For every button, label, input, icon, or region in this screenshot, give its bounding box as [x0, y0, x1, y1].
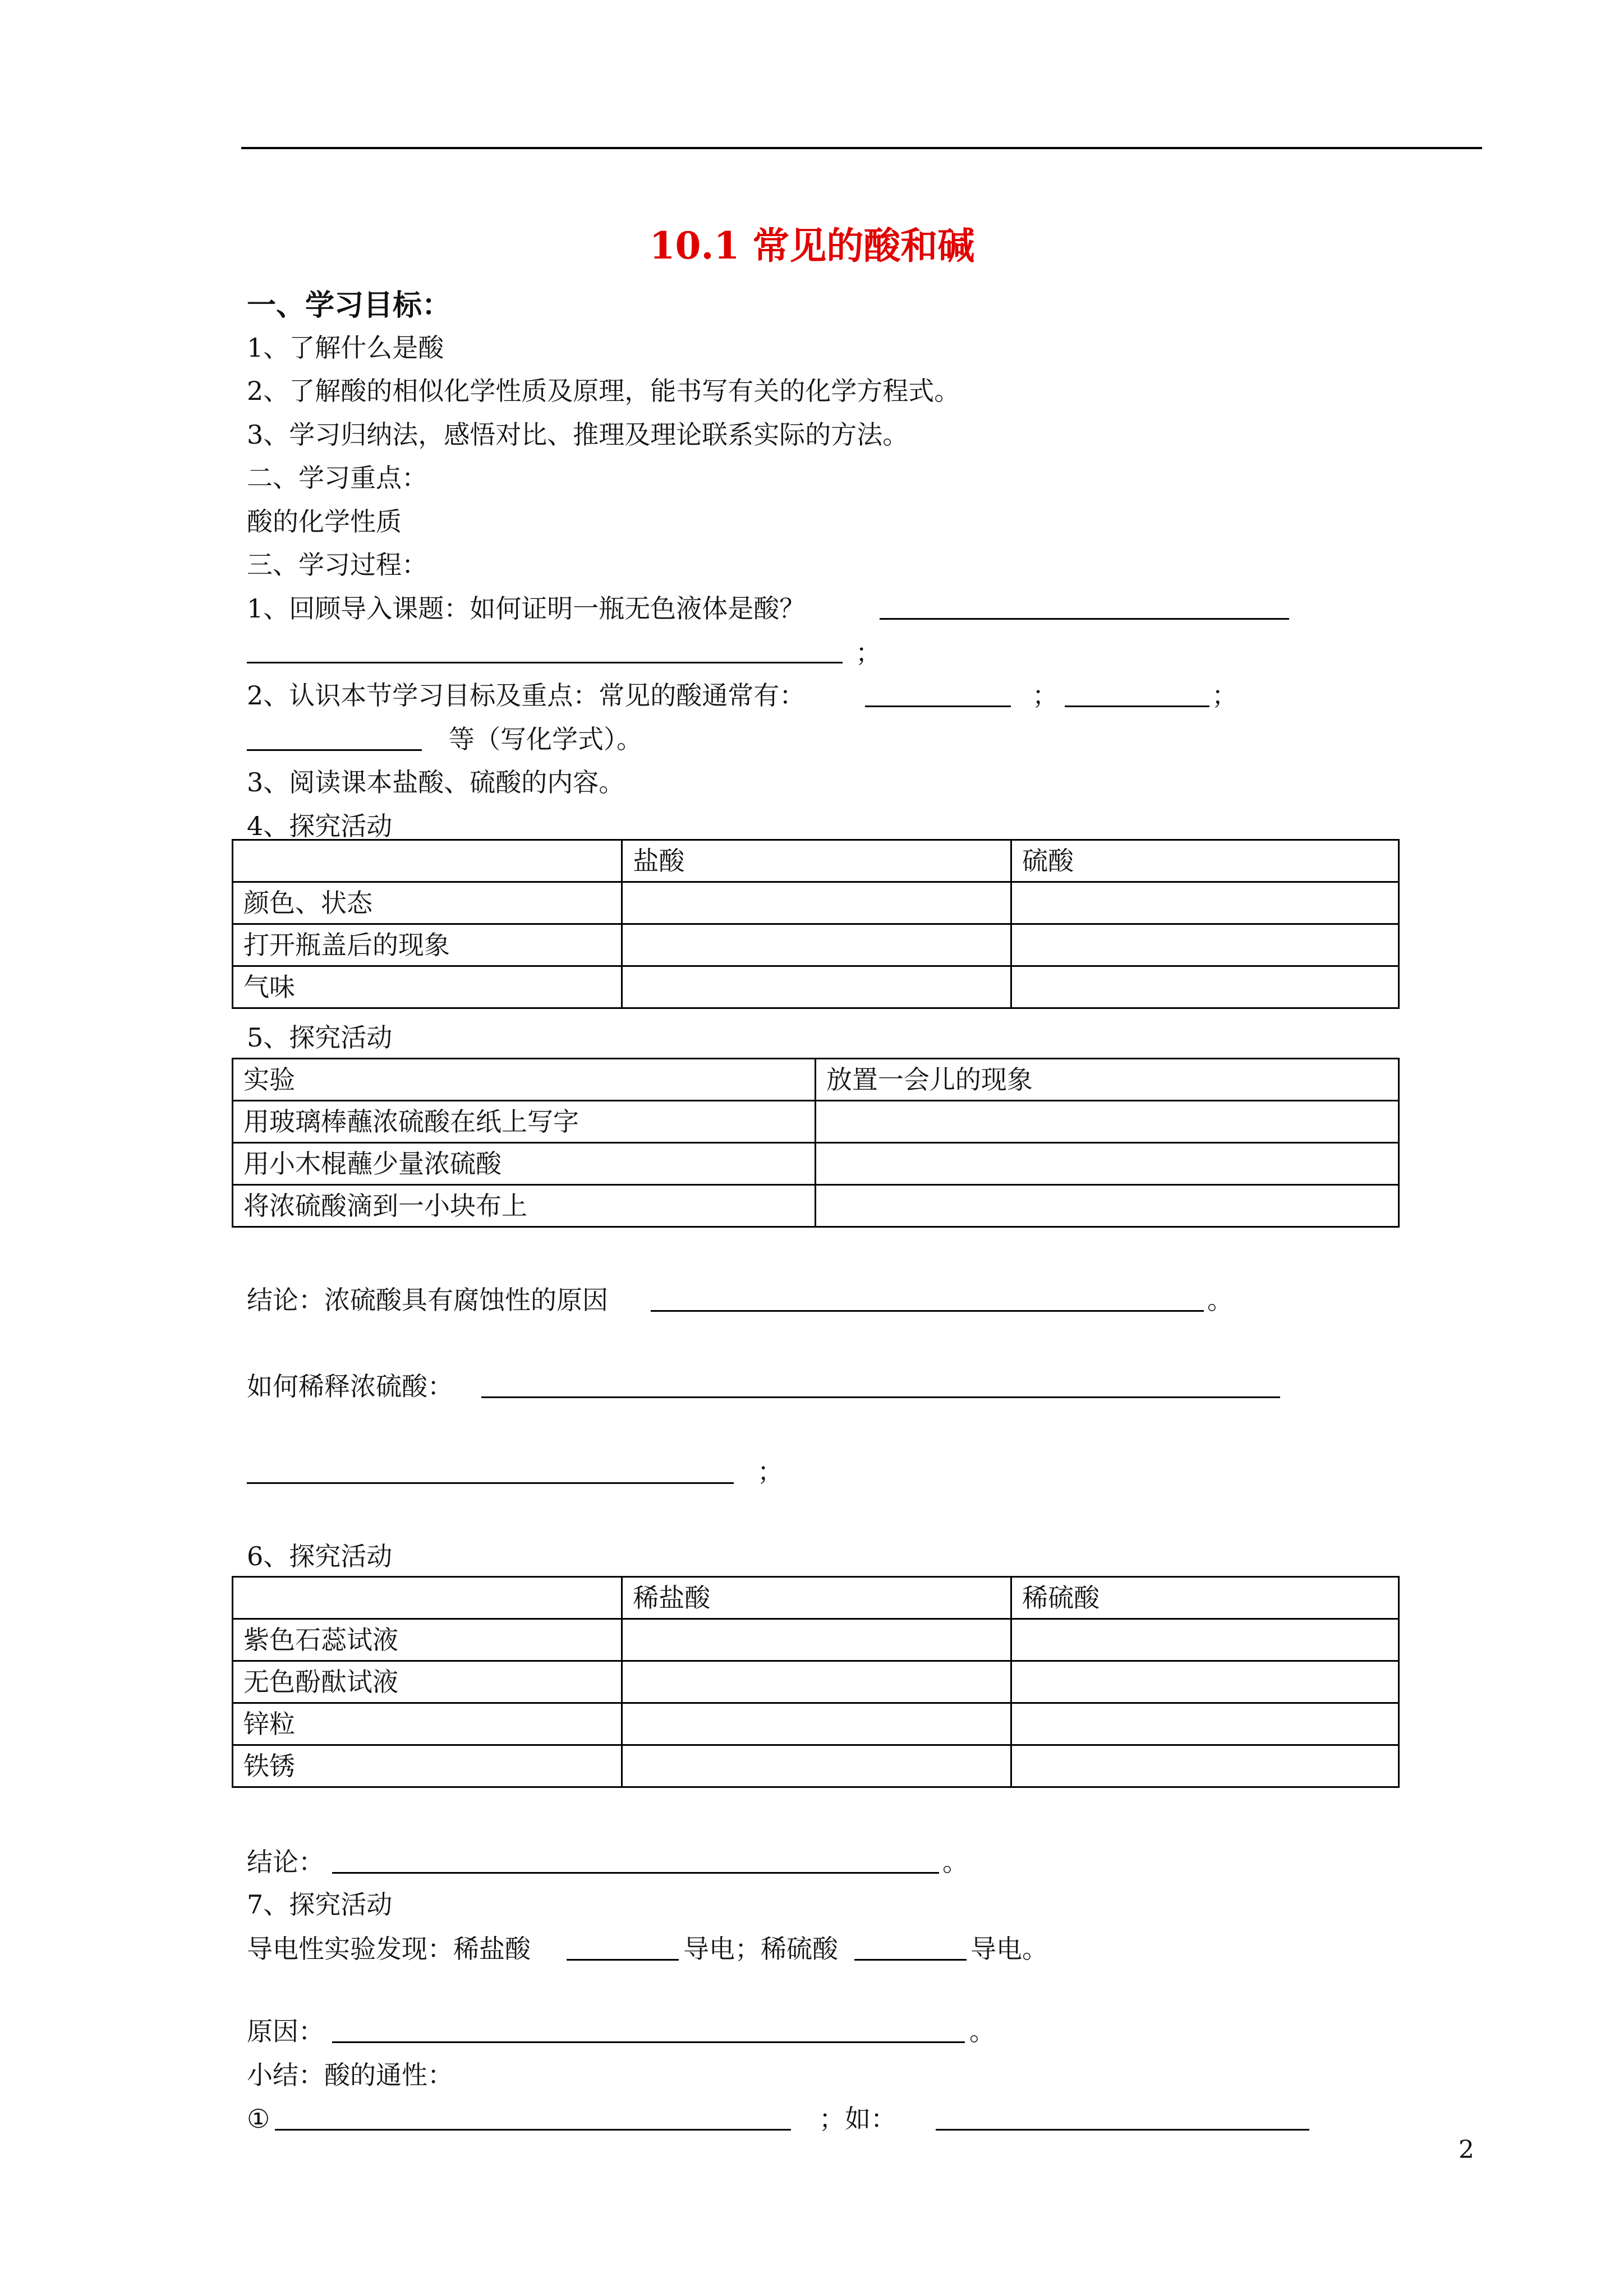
- page-title: 10.1 常见的酸和碱: [649, 224, 975, 268]
- answer-cell[interactable]: [622, 882, 1011, 924]
- table-row: [233, 1745, 1399, 1787]
- step-2-sep1: ；: [1032, 680, 1058, 711]
- header-rule: [241, 147, 1482, 149]
- answer-blank-dilute-b[interactable]: [247, 1482, 734, 1484]
- row-label: 打开瓶盖后的现象: [233, 924, 622, 966]
- answer-cell[interactable]: [622, 1619, 1011, 1661]
- conclusion-2-tail: 。: [942, 1847, 968, 1877]
- table-row: [233, 1143, 1399, 1185]
- table-row: [233, 1101, 1399, 1143]
- acid-properties-table: [232, 839, 1400, 1009]
- step-3: 3、阅读课本盐酸、硫酸的内容。: [247, 767, 625, 797]
- answer-cell[interactable]: [1011, 1745, 1399, 1787]
- conductivity-text-c: 导电。: [970, 1934, 1048, 1964]
- table-header-row: [233, 840, 1399, 882]
- answer-cell[interactable]: [1011, 966, 1399, 1008]
- step-2-tail: 等（写化学式）。: [449, 724, 642, 754]
- table-header-row: [233, 1577, 1399, 1619]
- section-heading-goals: 一、学习目标：: [247, 288, 452, 322]
- answer-cell[interactable]: [1011, 1703, 1399, 1745]
- answer-blank-property-1[interactable]: [275, 2129, 791, 2131]
- answer-cell[interactable]: [815, 1143, 1398, 1185]
- row-label: 铁锈: [233, 1745, 622, 1787]
- answer-cell[interactable]: [622, 1745, 1011, 1787]
- row-label: 锌粒: [233, 1703, 622, 1745]
- key-point: 酸的化学性质: [247, 506, 402, 537]
- goal-1: 1、了解什么是酸: [247, 333, 444, 363]
- answer-blank-h2so4-conduct[interactable]: [854, 1959, 967, 1961]
- answer-cell[interactable]: [815, 1101, 1398, 1143]
- answer-blank-2a[interactable]: [865, 706, 1011, 707]
- table-row: [233, 1703, 1399, 1745]
- conclusion-1-tail: 。: [1207, 1285, 1233, 1315]
- step-1-tail: ；: [855, 638, 881, 668]
- step-1: 1、回顾导入课题：如何证明一瓶无色液体是酸？: [247, 593, 806, 624]
- answer-blank-1a[interactable]: [880, 618, 1289, 620]
- answer-blank-1b[interactable]: [247, 662, 843, 663]
- sulfuric-acid-experiment-table: [232, 1058, 1400, 1228]
- dilute-question: 如何稀释浓硫酸：: [247, 1371, 453, 1401]
- table-header-row: [233, 1059, 1399, 1101]
- table-row: [233, 966, 1399, 1008]
- answer-blank-reason[interactable]: [332, 2041, 965, 2043]
- answer-blank-conclusion-2[interactable]: [332, 1872, 939, 1874]
- answer-cell[interactable]: [815, 1185, 1398, 1227]
- row-label: 无色酚酞试液: [233, 1661, 622, 1703]
- answer-cell[interactable]: [622, 1703, 1011, 1745]
- answer-blank-2c[interactable]: [247, 749, 422, 751]
- answer-blank-hcl-conduct[interactable]: [567, 1959, 679, 1961]
- answer-blank-2b[interactable]: [1065, 706, 1209, 707]
- step-2-sep2: ；: [1212, 680, 1237, 711]
- table-header-cell: 稀盐酸: [622, 1577, 1011, 1619]
- answer-cell[interactable]: [622, 966, 1011, 1008]
- row-label: 气味: [233, 966, 622, 1008]
- section-heading-process: 三、学习过程：: [247, 550, 427, 580]
- row-label: 用小木棍蘸少量浓硫酸: [233, 1143, 816, 1185]
- answer-cell[interactable]: [622, 1661, 1011, 1703]
- answer-cell[interactable]: [622, 924, 1011, 966]
- row-label: 紫色石蕊试液: [233, 1619, 622, 1661]
- goal-3: 3、学习归纳法，感悟对比、推理及理论联系实际的方法。: [247, 419, 909, 450]
- table-row: [233, 1661, 1399, 1703]
- table-header-cell: [233, 840, 622, 882]
- reason-label: 原因：: [247, 2016, 324, 2046]
- step-4: 4、探究活动: [247, 811, 393, 841]
- table-row: [233, 1185, 1399, 1227]
- step-5: 5、探究活动: [247, 1022, 393, 1053]
- property-item-1-example-label: ；如：: [819, 2104, 896, 2134]
- conductivity-text-a: 导电性实验发现：稀盐酸: [247, 1934, 531, 1964]
- table-header-cell: 硫酸: [1011, 840, 1399, 882]
- answer-cell[interactable]: [1011, 1661, 1399, 1703]
- answer-blank-dilute-a[interactable]: [481, 1396, 1280, 1398]
- property-item-1: ①: [247, 2104, 270, 2134]
- answer-cell[interactable]: [1011, 1619, 1399, 1661]
- table-row: [233, 882, 1399, 924]
- step-2: 2、认识本节学习目标及重点：常见的酸通常有：: [247, 680, 806, 711]
- table-row: [233, 1619, 1399, 1661]
- goal-2: 2、了解酸的相似化学性质及原理，能书写有关的化学方程式。: [247, 376, 960, 406]
- answer-blank-example-1[interactable]: [936, 2129, 1309, 2131]
- page-number: 2: [1459, 2136, 1474, 2164]
- summary-heading: 小结：酸的通性：: [247, 2060, 453, 2090]
- section-heading-key: 二、学习重点：: [247, 463, 427, 493]
- conclusion-1: 结论：浓硫酸具有腐蚀性的原因: [247, 1285, 608, 1315]
- table-header-cell: 盐酸: [622, 840, 1011, 882]
- table-header-cell: 放置一会儿的现象: [815, 1059, 1398, 1101]
- row-label: 将浓硫酸滴到一小块布上: [233, 1185, 816, 1227]
- answer-cell[interactable]: [1011, 882, 1399, 924]
- table-header-cell: 实验: [233, 1059, 816, 1101]
- row-label: 用玻璃棒蘸浓硫酸在纸上写字: [233, 1101, 816, 1143]
- answer-blank-conclusion-1[interactable]: [651, 1310, 1204, 1312]
- table-row: [233, 924, 1399, 966]
- conductivity-text-b: 导电；稀硫酸: [683, 1934, 838, 1964]
- step-6: 6、探究活动: [247, 1541, 393, 1571]
- conclusion-2: 结论：: [247, 1847, 324, 1877]
- row-label: 颜色、状态: [233, 882, 622, 924]
- dilute-tail: ；: [757, 1456, 783, 1487]
- dilute-acid-reaction-table: [232, 1576, 1400, 1788]
- table-header-cell: 稀硫酸: [1011, 1577, 1399, 1619]
- step-7: 7、探究活动: [247, 1889, 393, 1920]
- reason-tail: 。: [969, 2016, 995, 2046]
- table-header-cell: [233, 1577, 622, 1619]
- answer-cell[interactable]: [1011, 924, 1399, 966]
